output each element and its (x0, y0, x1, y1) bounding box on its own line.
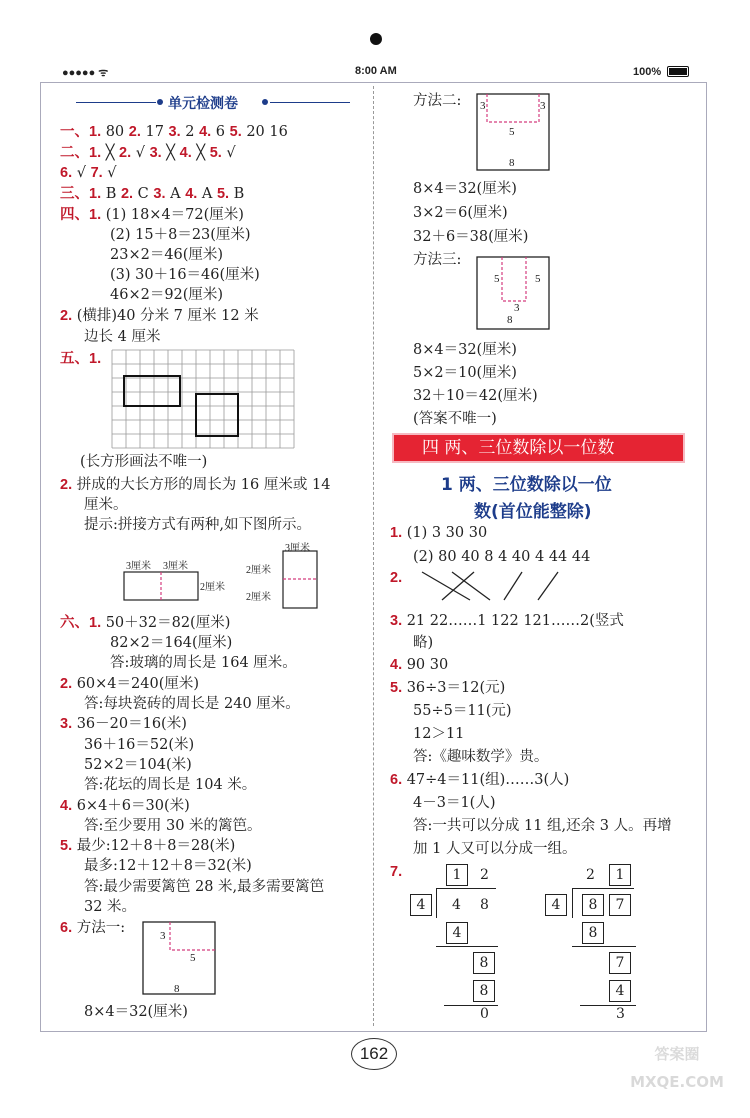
answer-text: 36＋16＝52(米) (84, 737, 195, 753)
square-drawing (196, 394, 238, 436)
product-box: 4 (609, 980, 631, 1002)
answer-text: (横排)40 分米 7 厘米 12 米 (72, 308, 259, 324)
answer-text: 80 (101, 124, 129, 140)
title-rule-left (76, 102, 156, 103)
answer-line (413, 817, 672, 835)
answer-text: 略) (413, 635, 434, 651)
tile2-label-c: 2厘米 (246, 592, 271, 603)
divisor-box: 4 (410, 894, 432, 916)
answer-text: 边长 4 厘米 (84, 329, 161, 345)
m1-label-top: 3 (160, 930, 166, 942)
quotient-digit-box: 1 (446, 864, 468, 886)
answer-text: (答案不唯一) (413, 411, 497, 427)
answer-line (84, 328, 160, 346)
answer-line (413, 204, 508, 222)
tile-diagram-2 (280, 548, 320, 610)
answer-line (413, 794, 496, 812)
answer-text: ╳ (101, 145, 120, 161)
divisor-box: 4 (545, 894, 567, 916)
answer-text: 46×2＝92(厘米) (110, 287, 224, 303)
answer-line (413, 702, 512, 720)
answer-line (390, 656, 448, 674)
answer-text: 方法一: (72, 920, 126, 936)
answer-line (413, 180, 517, 198)
question-number: 1. (390, 525, 403, 541)
answer-line (413, 228, 528, 246)
m3-label-mid: 3 (514, 302, 520, 314)
question-number: 3. (60, 716, 73, 732)
answer-line (84, 756, 192, 774)
answer-line (390, 863, 402, 881)
answer-text: 60×4＝240(厘米) (72, 676, 200, 692)
answer-line (84, 1003, 188, 1021)
answer-text: 32 米。 (84, 899, 137, 915)
answer-text: 答:花坛的周长是 104 米。 (84, 777, 257, 793)
answer-line (110, 286, 223, 304)
question-number: 4. (60, 798, 73, 814)
answer-line (413, 251, 461, 269)
answer-text: A (165, 186, 186, 202)
question-number: 6. (60, 165, 73, 181)
product-box: 8 (473, 980, 495, 1002)
question-number: 5. (209, 145, 222, 161)
watermark-logo: 答案圈 MXQE.COM (630, 1045, 724, 1091)
remainder-box: 8 (473, 952, 495, 974)
answer-line (60, 185, 244, 203)
question-number: 4. (390, 657, 403, 673)
m2-label-bot: 8 (509, 157, 515, 169)
question-number: 2. (119, 145, 132, 161)
question-number: 二、1. (60, 145, 102, 161)
status-time: 8:00 AM (355, 65, 397, 77)
answer-line (60, 675, 199, 693)
answer-text: √ (131, 145, 150, 161)
m3-label-left: 5 (494, 273, 500, 285)
answer-text: 36÷3＝12(元) (402, 680, 506, 696)
rectangle-drawing (124, 376, 180, 406)
answer-text: 32＋6＝38(厘米) (413, 229, 529, 245)
answer-text: √ (72, 165, 91, 181)
answer-text: 答:一共可以分成 11 组,还余 3 人。再增 (413, 818, 672, 834)
answer-line (413, 748, 548, 766)
answer-line (60, 206, 244, 224)
answer-line (60, 164, 117, 182)
answer-text: ╳ (161, 145, 180, 161)
answer-text: √ (221, 145, 236, 161)
subtract-line (436, 946, 498, 947)
m3-label-right: 5 (535, 273, 541, 285)
answer-text: 47÷4＝11(组)……3(人) (402, 772, 570, 788)
tile1-label-c: 2厘米 (200, 582, 225, 593)
product-box: 8 (582, 922, 604, 944)
answer-text: 方法二: (413, 93, 462, 109)
division-bracket (436, 888, 437, 918)
question-number: 7. (390, 864, 403, 880)
answer-text: 提示:拼接方式有两种,如下图所示。 (84, 517, 311, 533)
answer-line (84, 898, 136, 916)
answer-text: 8×4＝32(厘米) (84, 1004, 188, 1020)
answer-line (413, 840, 576, 858)
tile2-label-a: 3厘米 (285, 543, 310, 554)
dividend-box: 8 (582, 894, 604, 916)
battery-percent: 100% (633, 66, 662, 78)
answer-text: 12＞11 (413, 726, 465, 742)
tile1-label-b: 3厘米 (163, 561, 188, 572)
answer-text: 2 (180, 124, 200, 140)
division-bar (572, 888, 634, 889)
question-number: 3. (390, 613, 403, 629)
signal-indicator: ●●●●● ᯤ (62, 67, 109, 79)
answer-text: 23×2＝46(厘米) (110, 247, 224, 263)
m1-label-bot: 8 (174, 983, 180, 995)
question-number: 5. (390, 680, 403, 696)
answer-line (84, 516, 311, 534)
m3-label-bot: 8 (507, 314, 513, 326)
question-number: 一、1. (60, 124, 102, 140)
answer-text: 拼成的大长方形的周长为 16 厘米或 14 (72, 477, 331, 493)
answer-text: B (101, 186, 121, 202)
method1-figure (140, 920, 220, 998)
division-bracket (572, 888, 573, 918)
answer-line (110, 654, 297, 672)
answer-text: 36－20＝16(米) (72, 716, 187, 732)
question-number: 三、1. (60, 186, 102, 202)
question-number: 7. (90, 165, 103, 181)
answer-line (413, 387, 538, 405)
page-number-badge (351, 1038, 397, 1070)
answer-text: B (229, 186, 245, 202)
answer-text: 答:最少需要篱笆 28 米,最多需要篱笆 (84, 879, 325, 895)
answer-text: 答:每块瓷砖的周长是 240 厘米。 (84, 696, 300, 712)
answer-line (390, 679, 505, 697)
answer-line (60, 614, 230, 632)
answer-line (390, 612, 624, 630)
answer-line (60, 837, 235, 855)
answer-text: 90 30 (402, 657, 449, 673)
answer-text: 82×2＝164(厘米) (110, 635, 233, 651)
question-number: 6. (390, 772, 403, 788)
answer-line (60, 307, 259, 325)
answer-text: (2) 15＋8＝23(厘米) (110, 227, 251, 243)
title-rule-right (270, 102, 350, 103)
question-number: 四、1. (60, 207, 102, 223)
product-box: 4 (446, 922, 468, 944)
subtract-line (572, 946, 636, 947)
answer-text: 6 (211, 124, 230, 140)
answer-text: (3) 30＋16＝46(厘米) (110, 267, 260, 283)
question-number: 3. (168, 124, 181, 140)
matching-lines (418, 568, 578, 604)
quotient-digit: 2 (480, 867, 489, 883)
answer-line (84, 736, 194, 754)
tile2-label-b: 2厘米 (246, 565, 271, 576)
answer-text: (长方形画法不唯一) (80, 454, 208, 470)
question-number: 6. (60, 920, 73, 936)
answer-line (413, 634, 433, 652)
final-remainder: 0 (480, 1006, 489, 1022)
dividend-digit: 4 (452, 897, 461, 913)
question-number: 5. (229, 124, 242, 140)
answer-text: 17 (140, 124, 169, 140)
question-number: 2. (60, 477, 73, 493)
answer-line (413, 410, 497, 428)
question-number: 4. (179, 145, 192, 161)
battery-icon (667, 66, 689, 77)
answer-line (413, 725, 464, 743)
answer-text: (1) 3 30 30 (402, 525, 488, 541)
answer-text: 加 1 人又可以分成一组。 (413, 841, 577, 857)
question-number: 4. (185, 186, 198, 202)
question-number: 5. (60, 838, 73, 854)
answer-text: 5×2＝10(厘米) (413, 365, 517, 381)
question-number: 3. (149, 145, 162, 161)
answer-text: 20 16 (241, 124, 288, 140)
question-number: 2. (128, 124, 141, 140)
lesson-title-2: 数(首位能整除) (474, 502, 592, 522)
answer-text: 8×4＝32(厘米) (413, 342, 517, 358)
answer-line (413, 548, 590, 566)
answer-line (60, 144, 236, 162)
quotient-digit: 2 (586, 867, 595, 883)
answer-text: 3×2＝6(厘米) (413, 205, 508, 221)
answer-line (84, 496, 128, 514)
answer-text: (1) 18×4＝72(厘米) (101, 207, 244, 223)
title-dot-left (157, 99, 163, 105)
answer-text: 6×4＋6＝30(米) (72, 798, 190, 814)
answer-line (84, 817, 262, 835)
answer-text: (2) 80 40 8 4 40 4 44 44 (413, 549, 591, 565)
subtract-line (580, 1005, 636, 1006)
answer-text: 55÷5＝11(元) (413, 703, 512, 719)
page-number: 162 (359, 1044, 389, 1063)
camera-dot (370, 33, 382, 45)
answer-line (110, 266, 260, 284)
grid-figure (110, 348, 298, 452)
question-number: 5. (216, 186, 230, 202)
division-bar (436, 888, 496, 889)
answer-line (390, 524, 487, 542)
answer-line (84, 695, 300, 713)
answer-text: 最多:12＋12＋8＝32(米) (84, 858, 252, 874)
answer-line (390, 771, 569, 789)
question-number: 六、1. (60, 615, 102, 631)
answer-line (80, 453, 207, 471)
answer-line (413, 92, 461, 110)
question-number: 五、1. (60, 351, 102, 367)
chapter-banner (392, 433, 685, 463)
answer-line (60, 350, 101, 368)
question-number: 4. (199, 124, 212, 140)
chapter-banner-text: 四 两、三位数除以一位数 (422, 438, 615, 458)
question-number: 2. (60, 676, 73, 692)
answer-text: 最少:12＋8＋8＝28(米) (72, 838, 236, 854)
answer-line (60, 476, 330, 494)
answer-text: 8×4＝32(厘米) (413, 181, 517, 197)
subtract-line (444, 1005, 498, 1006)
m1-label-mid: 5 (190, 952, 196, 964)
question-number: 3. (153, 186, 166, 202)
answer-line (413, 341, 517, 359)
answer-line (60, 715, 187, 733)
answer-text: 厘米。 (84, 497, 128, 513)
answer-text: 答:玻璃的周长是 164 厘米。 (110, 655, 297, 671)
remainder-box: 7 (609, 952, 631, 974)
dividend-box: 7 (609, 894, 631, 916)
m2-label-mid: 5 (509, 126, 515, 138)
answer-text: 52×2＝104(米) (84, 757, 192, 773)
answer-line (413, 364, 517, 382)
answer-line (110, 226, 251, 244)
answer-text: 4－3＝1(人) (413, 795, 496, 811)
answer-line (84, 878, 324, 896)
answer-line (60, 123, 288, 141)
answer-text: ╳ (191, 145, 210, 161)
column-divider (373, 86, 374, 1026)
title-dot-right (262, 99, 268, 105)
answer-line (110, 246, 223, 264)
answer-line (84, 776, 256, 794)
answer-text: 答:至少要用 30 米的篱笆。 (84, 818, 262, 834)
m2-label-left: 3 (480, 100, 486, 112)
method3-figure (474, 255, 554, 333)
answer-text: 答:《趣味数学》贵。 (413, 749, 549, 765)
m2-label-right: 3 (540, 100, 546, 112)
final-remainder: 3 (616, 1006, 625, 1022)
question-number: 2. (60, 308, 73, 324)
answer-text: √ (102, 165, 117, 181)
answer-text: 32＋10＝42(厘米) (413, 388, 538, 404)
lesson-title-1: 1 两、三位数除以一位 (441, 475, 612, 495)
question-number: 2. (390, 570, 403, 586)
unit-test-title: 单元检测卷 (168, 95, 238, 111)
answer-text: A (197, 186, 217, 202)
answer-text: 50＋32＝82(厘米) (101, 615, 231, 631)
answer-line (390, 569, 402, 587)
answer-line (60, 919, 125, 937)
answer-line (60, 797, 190, 815)
tile1-label-a: 3厘米 (126, 561, 151, 572)
question-number: 2. (120, 186, 134, 202)
answer-line (110, 634, 232, 652)
answer-text: C (133, 186, 154, 202)
dividend-digit: 8 (480, 897, 489, 913)
answer-text: 方法三: (413, 252, 462, 268)
answer-text: 21 22……1 122 121……2(竖式 (402, 613, 624, 629)
answer-line (84, 857, 252, 875)
quotient-digit-box: 1 (609, 864, 631, 886)
